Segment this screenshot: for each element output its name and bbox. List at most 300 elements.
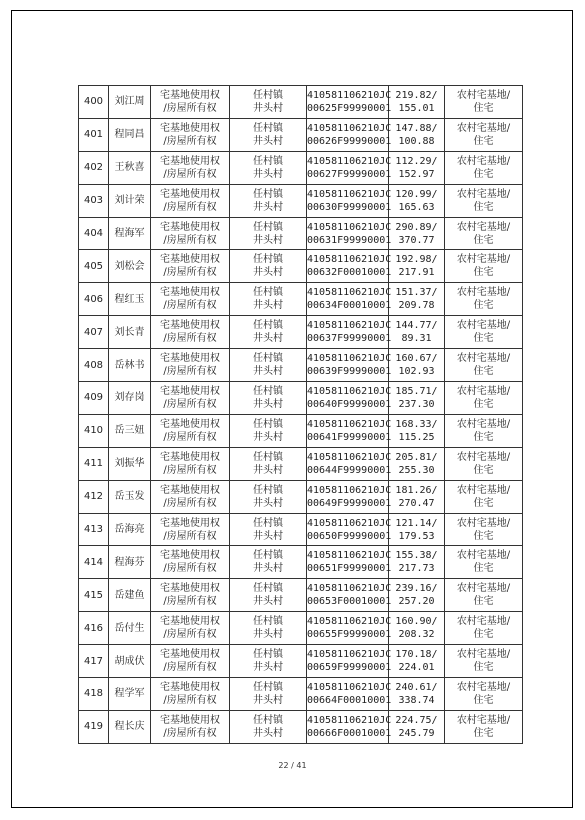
location-line: 任村镇 xyxy=(253,188,283,200)
location-line: 井头村 xyxy=(253,398,283,410)
area-cell xyxy=(389,447,445,480)
owner-name: 刘计荣 xyxy=(114,195,145,207)
right-type-line: 宅基地使用权 xyxy=(160,583,220,595)
right-type-cell xyxy=(151,414,230,447)
location-cell xyxy=(230,250,307,283)
parcel-code-line: 410581106210JC xyxy=(307,649,392,661)
land-use-cell xyxy=(445,118,523,151)
area-line: 115.25 xyxy=(398,431,435,443)
right-type-line: /房屋所有权 xyxy=(163,464,217,476)
location-cell xyxy=(230,151,307,184)
land-use-line: 住宅 xyxy=(473,398,494,410)
parcel-code-cell xyxy=(307,546,392,579)
parcel-code-line: 410581106210JC xyxy=(307,681,392,693)
location-line: 任村镇 xyxy=(253,89,283,101)
land-use-cell xyxy=(445,151,523,184)
land-use-line: 住宅 xyxy=(473,431,494,443)
area-line: 245.79 xyxy=(398,727,435,739)
table-row xyxy=(79,414,523,447)
table-row xyxy=(79,316,523,349)
land-use-cell xyxy=(445,710,523,743)
parcel-code-cell xyxy=(307,382,392,415)
area-line: 100.88 xyxy=(398,135,435,147)
owner-name-cell xyxy=(109,447,151,480)
right-type-cell xyxy=(151,645,230,678)
owner-name-cell xyxy=(109,546,151,579)
table-row xyxy=(79,447,523,480)
owner-name-cell xyxy=(109,184,151,217)
area-cell xyxy=(389,513,445,546)
land-use-cell xyxy=(445,250,523,283)
land-use-line: 住宅 xyxy=(473,135,494,147)
record-number: 400 xyxy=(83,96,104,108)
table-row xyxy=(79,118,523,151)
table-row xyxy=(79,645,523,678)
location-line: 井头村 xyxy=(253,629,283,641)
location-cell xyxy=(230,579,307,612)
right-type-cell xyxy=(151,184,230,217)
record-number-cell xyxy=(79,546,109,579)
right-type-line: /房屋所有权 xyxy=(163,497,217,509)
area-line: 152.97 xyxy=(398,168,435,180)
right-type-cell xyxy=(151,250,230,283)
right-type-line: 宅基地使用权 xyxy=(160,320,220,332)
right-type-cell xyxy=(151,710,230,743)
record-number: 401 xyxy=(83,129,104,141)
location-line: 任村镇 xyxy=(253,155,283,167)
table-row xyxy=(79,513,523,546)
right-type-line: 宅基地使用权 xyxy=(160,550,220,562)
right-type-line: /房屋所有权 xyxy=(163,168,217,180)
parcel-code-line: 00630F99990001 xyxy=(307,201,392,213)
right-type-line: 宅基地使用权 xyxy=(160,714,220,726)
right-type-cell xyxy=(151,283,230,316)
land-use-line: 住宅 xyxy=(473,596,494,608)
area-line: 224.75/ xyxy=(395,714,438,726)
owner-name-cell xyxy=(109,151,151,184)
land-use-cell xyxy=(445,349,523,382)
right-type-line: 宅基地使用权 xyxy=(160,353,220,365)
owner-name-cell xyxy=(109,217,151,250)
parcel-code-line: 410581106210JC xyxy=(307,89,392,101)
location-cell xyxy=(230,678,307,711)
location-line: 任村镇 xyxy=(253,320,283,332)
area-line: 120.99/ xyxy=(395,188,438,200)
location-line: 井头村 xyxy=(253,168,283,180)
land-use-line: 农村宅基地/ xyxy=(456,254,511,266)
land-use-cell xyxy=(445,217,523,250)
right-type-cell xyxy=(151,612,230,645)
right-type-line: /房屋所有权 xyxy=(163,333,217,345)
land-use-line: 农村宅基地/ xyxy=(456,484,511,496)
owner-name: 刘江周 xyxy=(114,96,145,108)
owner-name: 程海军 xyxy=(114,228,145,239)
parcel-code-cell xyxy=(307,217,392,250)
location-line: 井头村 xyxy=(253,201,283,213)
parcel-code-line: 00639F99990001 xyxy=(307,366,392,378)
location-cell xyxy=(230,710,307,743)
record-number-cell xyxy=(79,86,109,119)
parcel-code-cell xyxy=(307,645,392,678)
location-line: 任村镇 xyxy=(253,353,283,365)
record-number-cell xyxy=(79,414,109,447)
area-line: 270.47 xyxy=(398,497,435,509)
area-cell xyxy=(389,316,445,349)
parcel-code-line: 00634F00010001 xyxy=(307,300,392,312)
parcel-code-cell xyxy=(307,579,392,612)
right-type-line: /房屋所有权 xyxy=(163,530,217,542)
parcel-code-line: 00640F99990001 xyxy=(307,398,392,410)
record-number: 419 xyxy=(83,721,104,733)
table-row xyxy=(79,546,523,579)
parcel-code-cell xyxy=(307,250,392,283)
parcel-code-line: 410581106210JC xyxy=(307,353,392,365)
right-type-cell xyxy=(151,382,230,415)
owner-name-cell xyxy=(109,382,151,415)
location-line: 井头村 xyxy=(253,563,283,575)
land-use-cell xyxy=(445,414,523,447)
parcel-code-line: 00637F99990001 xyxy=(307,333,392,345)
area-cell xyxy=(389,283,445,316)
right-type-line: 宅基地使用权 xyxy=(160,484,220,496)
record-number-cell xyxy=(79,579,109,612)
area-cell xyxy=(389,151,445,184)
parcel-code-line: 410581106210JC xyxy=(307,550,392,562)
record-number-cell xyxy=(79,645,109,678)
owner-name: 刘振华 xyxy=(114,458,145,470)
land-use-line: 住宅 xyxy=(473,201,494,213)
location-line: 井头村 xyxy=(253,102,283,114)
owner-name: 王秋喜 xyxy=(114,162,145,174)
owner-name-cell xyxy=(109,250,151,283)
location-line: 井头村 xyxy=(253,431,283,443)
land-use-line: 农村宅基地/ xyxy=(456,714,511,726)
right-type-cell xyxy=(151,579,230,612)
location-line: 任村镇 xyxy=(253,616,283,628)
area-cell xyxy=(389,645,445,678)
owner-name: 岳玉发 xyxy=(114,491,145,503)
owner-name-cell xyxy=(109,283,151,316)
land-use-line: 住宅 xyxy=(473,530,494,542)
parcel-code-cell xyxy=(307,678,392,711)
land-use-line: 农村宅基地/ xyxy=(456,649,511,661)
right-type-line: 宅基地使用权 xyxy=(160,287,220,299)
parcel-code-line: 00664F00010001 xyxy=(307,694,392,706)
land-use-cell xyxy=(445,513,523,546)
parcel-code-line: 410581106210JC xyxy=(307,385,392,397)
right-type-line: /房屋所有权 xyxy=(163,102,217,114)
right-type-line: /房屋所有权 xyxy=(163,366,217,378)
parcel-code-line: 00627F99990001 xyxy=(307,168,392,180)
owner-name-cell xyxy=(109,579,151,612)
location-line: 任村镇 xyxy=(253,418,283,430)
table-row xyxy=(79,480,523,513)
record-number: 406 xyxy=(83,293,104,305)
land-use-line: 农村宅基地/ xyxy=(456,517,511,529)
area-line: 240.61/ xyxy=(395,681,438,693)
parcel-code-line: 00625F99990001 xyxy=(307,102,392,114)
owner-name: 岳付生 xyxy=(114,622,145,634)
land-use-cell xyxy=(445,546,523,579)
right-type-line: 宅基地使用权 xyxy=(160,254,220,266)
record-number: 403 xyxy=(83,195,104,207)
area-cell xyxy=(389,480,445,513)
parcel-code-line: 410581106210JC xyxy=(307,287,392,299)
area-line: 208.32 xyxy=(398,629,435,641)
right-type-line: 宅基地使用权 xyxy=(160,122,220,134)
parcel-code-line: 410581106210JC xyxy=(307,451,392,463)
right-type-cell xyxy=(151,151,230,184)
area-cell xyxy=(389,349,445,382)
area-cell xyxy=(389,217,445,250)
table-row xyxy=(79,151,523,184)
record-number-cell xyxy=(79,710,109,743)
land-use-line: 农村宅基地/ xyxy=(456,353,511,365)
area-cell xyxy=(389,250,445,283)
record-number: 412 xyxy=(83,491,104,503)
land-use-line: 住宅 xyxy=(473,662,494,674)
right-type-line: 宅基地使用权 xyxy=(160,221,220,233)
land-use-cell xyxy=(445,283,523,316)
owner-name-cell xyxy=(109,316,151,349)
location-line: 井头村 xyxy=(253,727,283,739)
location-line: 井头村 xyxy=(253,267,283,279)
location-cell xyxy=(230,316,307,349)
location-line: 井头村 xyxy=(253,366,283,378)
owner-name-cell xyxy=(109,118,151,151)
area-line: 257.20 xyxy=(398,596,435,608)
parcel-code-line: 00650F99990001 xyxy=(307,530,392,542)
area-line: 338.74 xyxy=(398,694,435,706)
land-use-line: 住宅 xyxy=(473,366,494,378)
parcel-code-line: 410581106210JC xyxy=(307,583,392,595)
location-cell xyxy=(230,349,307,382)
land-use-line: 农村宅基地/ xyxy=(456,451,511,463)
land-use-line: 住宅 xyxy=(473,300,494,312)
land-use-line: 住宅 xyxy=(473,563,494,575)
land-use-line: 农村宅基地/ xyxy=(456,616,511,628)
owner-name-cell xyxy=(109,480,151,513)
record-number-cell xyxy=(79,447,109,480)
parcel-code-line: 410581106210JC xyxy=(307,517,392,529)
parcel-code-line: 410581106210JC xyxy=(307,221,392,233)
owner-name: 程红玉 xyxy=(114,293,145,305)
land-use-line: 农村宅基地/ xyxy=(456,320,511,332)
parcel-code-cell xyxy=(307,86,392,119)
area-line: 155.01 xyxy=(398,102,435,114)
area-line: 239.16/ xyxy=(395,583,438,595)
area-line: 237.30 xyxy=(398,398,435,410)
area-cell xyxy=(389,678,445,711)
area-line: 179.53 xyxy=(398,530,435,542)
owner-name: 胡成伏 xyxy=(114,655,145,667)
table-row xyxy=(79,678,523,711)
land-use-line: 农村宅基地/ xyxy=(456,385,511,397)
location-line: 任村镇 xyxy=(253,714,283,726)
land-use-line: 住宅 xyxy=(473,497,494,509)
right-type-line: /房屋所有权 xyxy=(163,135,217,147)
location-cell xyxy=(230,217,307,250)
record-number-cell xyxy=(79,250,109,283)
location-line: 任村镇 xyxy=(253,583,283,595)
parcel-code-line: 00644F99990001 xyxy=(307,464,392,476)
location-line: 任村镇 xyxy=(253,649,283,661)
location-cell xyxy=(230,645,307,678)
area-line: 102.93 xyxy=(398,366,435,378)
area-line: 370.77 xyxy=(398,234,435,246)
right-type-cell xyxy=(151,217,230,250)
location-line: 任村镇 xyxy=(253,254,283,266)
area-line: 224.01 xyxy=(398,662,435,674)
area-line: 170.18/ xyxy=(395,649,438,661)
table-row xyxy=(79,283,523,316)
location-line: 任村镇 xyxy=(253,385,283,397)
land-use-line: 农村宅基地/ xyxy=(456,550,511,562)
area-cell xyxy=(389,546,445,579)
owner-name-cell xyxy=(109,86,151,119)
parcel-code-cell xyxy=(307,283,392,316)
table-row xyxy=(79,612,523,645)
right-type-line: /房屋所有权 xyxy=(163,727,217,739)
location-line: 任村镇 xyxy=(253,484,283,496)
land-use-line: 住宅 xyxy=(473,267,494,279)
parcel-code-cell xyxy=(307,710,392,743)
area-line: 192.98/ xyxy=(395,254,438,266)
right-type-line: 宅基地使用权 xyxy=(160,616,220,628)
parcel-code-line: 410581106210JC xyxy=(307,155,392,167)
parcel-code-cell xyxy=(307,480,392,513)
right-type-line: /房屋所有权 xyxy=(163,201,217,213)
parcel-code-cell xyxy=(307,118,392,151)
location-line: 任村镇 xyxy=(253,221,283,233)
land-use-line: 农村宅基地/ xyxy=(456,583,511,595)
parcel-code-line: 410581106210JC xyxy=(307,418,392,430)
area-line: 217.91 xyxy=(398,267,435,279)
area-cell xyxy=(389,382,445,415)
area-cell xyxy=(389,579,445,612)
right-type-line: /房屋所有权 xyxy=(163,431,217,443)
location-line: 井头村 xyxy=(253,234,283,246)
land-use-cell xyxy=(445,612,523,645)
record-number-cell xyxy=(79,151,109,184)
record-number: 418 xyxy=(83,688,104,700)
land-use-line: 农村宅基地/ xyxy=(456,155,511,167)
right-type-line: 宅基地使用权 xyxy=(160,451,220,463)
parcel-code-line: 00651F99990001 xyxy=(307,563,392,575)
right-type-line: 宅基地使用权 xyxy=(160,681,220,693)
record-number: 411 xyxy=(83,458,104,470)
land-use-cell xyxy=(445,645,523,678)
right-type-line: /房屋所有权 xyxy=(163,596,217,608)
right-type-line: 宅基地使用权 xyxy=(160,155,220,167)
owner-name: 刘松会 xyxy=(114,260,145,272)
land-use-line: 住宅 xyxy=(473,629,494,641)
owner-name-cell xyxy=(109,612,151,645)
record-number: 413 xyxy=(83,524,104,536)
right-type-line: 宅基地使用权 xyxy=(160,385,220,397)
right-type-line: /房屋所有权 xyxy=(163,300,217,312)
record-number-cell xyxy=(79,118,109,151)
area-line: 160.90/ xyxy=(395,616,438,628)
parcel-code-cell xyxy=(307,513,392,546)
right-type-line: /房屋所有权 xyxy=(163,398,217,410)
right-type-cell xyxy=(151,86,230,119)
location-line: 井头村 xyxy=(253,300,283,312)
record-number-cell xyxy=(79,217,109,250)
owner-name-cell xyxy=(109,349,151,382)
land-use-line: 农村宅基地/ xyxy=(456,122,511,134)
parcel-code-line: 00666F00010001 xyxy=(307,727,392,739)
right-type-cell xyxy=(151,546,230,579)
parcel-code-cell xyxy=(307,151,392,184)
right-type-cell xyxy=(151,480,230,513)
location-line: 任村镇 xyxy=(253,517,283,529)
parcel-code-line: 410581106210JC xyxy=(307,254,392,266)
record-number-cell xyxy=(79,349,109,382)
location-line: 任村镇 xyxy=(253,681,283,693)
right-type-cell xyxy=(151,118,230,151)
location-line: 任村镇 xyxy=(253,287,283,299)
parcel-code-line: 00631F99990001 xyxy=(307,234,392,246)
right-type-line: /房屋所有权 xyxy=(163,662,217,674)
land-use-line: 住宅 xyxy=(473,168,494,180)
owner-name: 岳三妞 xyxy=(114,425,145,437)
owner-name: 岳建鱼 xyxy=(114,589,145,601)
record-number: 410 xyxy=(83,425,104,437)
owner-name-cell xyxy=(109,678,151,711)
record-number: 408 xyxy=(83,359,104,371)
right-type-line: /房屋所有权 xyxy=(163,267,217,279)
record-number: 415 xyxy=(83,589,104,601)
area-line: 144.77/ xyxy=(395,320,438,332)
record-number-cell xyxy=(79,316,109,349)
parcel-code-cell xyxy=(307,184,392,217)
land-use-line: 住宅 xyxy=(473,333,494,345)
owner-name: 程长庆 xyxy=(114,721,145,733)
area-line: 165.63 xyxy=(398,201,435,213)
parcel-code-line: 410581106210JC xyxy=(307,714,392,726)
land-use-line: 农村宅基地/ xyxy=(456,418,511,430)
area-line: 255.30 xyxy=(398,464,435,476)
parcel-code-line: 00655F99990001 xyxy=(307,629,392,641)
land-use-cell xyxy=(445,184,523,217)
land-use-line: 农村宅基地/ xyxy=(456,681,511,693)
parcel-code-line: 410581106210JC xyxy=(307,616,392,628)
area-cell xyxy=(389,86,445,119)
right-type-cell xyxy=(151,678,230,711)
area-line: 217.73 xyxy=(398,563,435,575)
location-cell xyxy=(230,480,307,513)
land-use-line: 农村宅基地/ xyxy=(456,221,511,233)
land-use-line: 农村宅基地/ xyxy=(456,188,511,200)
record-number: 417 xyxy=(83,655,104,667)
area-line: 112.29/ xyxy=(395,155,438,167)
area-line: 185.71/ xyxy=(395,385,438,397)
right-type-line: /房屋所有权 xyxy=(163,563,217,575)
owner-name: 岳林书 xyxy=(114,359,145,371)
location-line: 井头村 xyxy=(253,662,283,674)
owner-name-cell xyxy=(109,710,151,743)
property-registry-table xyxy=(78,85,523,744)
registry-table-body xyxy=(79,86,523,744)
location-cell xyxy=(230,118,307,151)
land-use-line: 住宅 xyxy=(473,102,494,114)
area-line: 89.31 xyxy=(401,333,432,345)
location-cell xyxy=(230,612,307,645)
area-line: 181.26/ xyxy=(395,484,438,496)
parcel-code-cell xyxy=(307,447,392,480)
area-line: 160.67/ xyxy=(395,353,438,365)
